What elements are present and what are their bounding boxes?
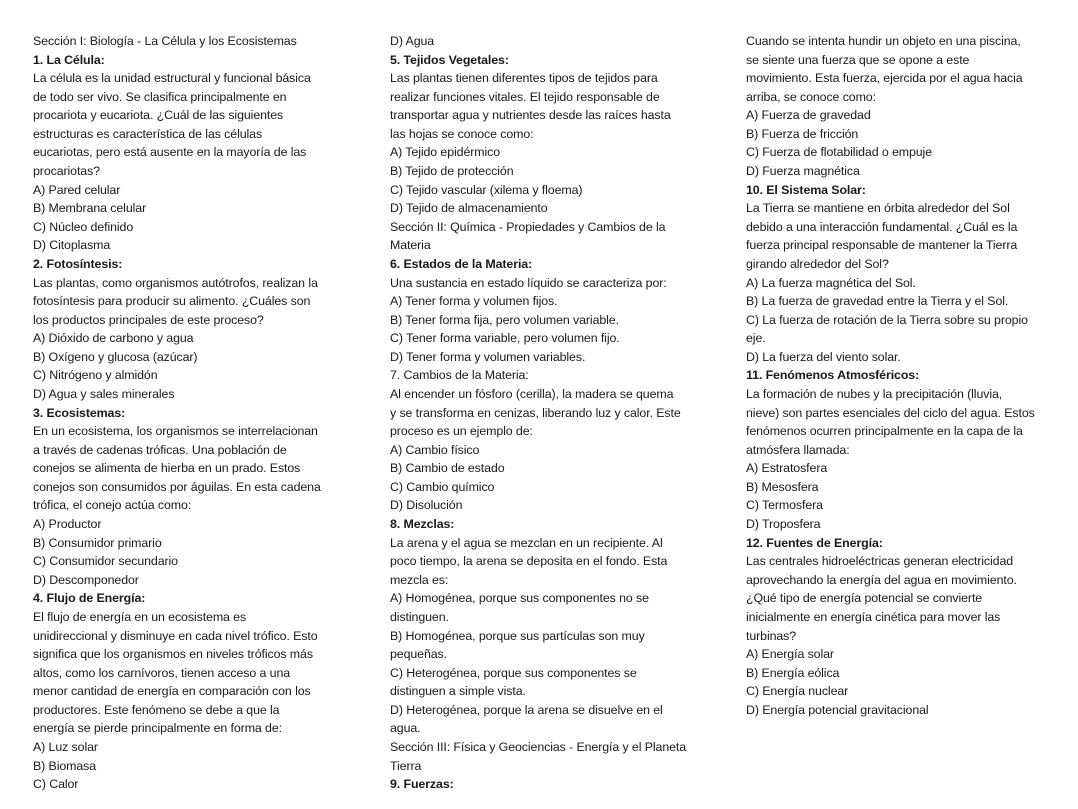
text-line: C) Nitrógeno y almidón	[33, 368, 158, 383]
text-line: A) Fuerza de gravedad	[746, 108, 871, 123]
text-line: Cuando se intenta hundir un objeto en una piscina,	[746, 34, 1021, 48]
text-line: C) La fuerza de rotación de la Tierra sobre su propio	[746, 312, 1028, 327]
text-line: D) Tejido de almacenamiento	[390, 201, 548, 216]
text-line: C) Consumidor secundario	[33, 554, 178, 569]
question-heading: 3. Ecosistemas:	[33, 405, 126, 420]
question-heading: 6. Estados de la Materia:	[390, 256, 533, 271]
text-line: A) Productor	[33, 517, 102, 532]
text-line: B) Cambio de estado	[390, 461, 505, 476]
text-line: A) Luz solar	[33, 739, 98, 754]
question-heading: 11. Fenómenos Atmosféricos:	[746, 368, 920, 383]
text-line: a través de cadenas tróficas. Una población de	[33, 442, 287, 457]
text-line: estructuras es característica de las células	[33, 126, 263, 141]
text-line: Las plantas tienen diferentes tipos de tejidos para	[390, 71, 658, 86]
text-line: La arena y el agua se mezclan en un recipiente. Al	[390, 535, 663, 550]
text-line: trófica, el conejo actúa como:	[33, 498, 192, 513]
text-line: D) Tener forma y volumen variables.	[390, 349, 586, 364]
text-line: conejos son consumidos por águilas. En esta cadena	[33, 479, 321, 494]
text-line: turbinas?	[746, 628, 797, 643]
text-line: La formación de nubes y la precipitación (lluvia,	[746, 386, 1003, 401]
question-heading: 10. El Sistema Solar:	[746, 182, 866, 197]
text-line: A) La fuerza magnética del Sol.	[746, 275, 916, 290]
text-line: fotosíntesis para producir su alimento. ¿Cuáles son	[33, 294, 311, 309]
text-line: C) Núcleo definido	[33, 219, 134, 234]
question-heading: 4. Flujo de Energía:	[33, 591, 146, 606]
text-line: B) Biomasa	[33, 758, 97, 773]
text-line: eje.	[746, 331, 766, 346]
text-line: D) Energía potencial gravitacional	[746, 702, 929, 717]
text-line: unidireccional y disminuye en cada nivel trófico. Esto	[33, 628, 318, 643]
text-line: B) Mesosfera	[746, 479, 819, 494]
text-line: D) Disolución	[390, 498, 463, 513]
text-line: Sección I: Biología - La Célula y los Ecosistemas	[33, 34, 297, 48]
text-line: D) Heterogénea, porque la arena se disuelve en el	[390, 702, 663, 717]
text-line: nieve) son partes esenciales del ciclo del agua. Estos	[746, 405, 1035, 420]
column-2	[390, 32, 686, 794]
text-line: realizar funciones vitales. El tejido responsable de	[390, 89, 660, 104]
text-line: eucariotas, pero está ausente en la mayoría de las	[33, 145, 307, 160]
text-line: las hojas se conoce como:	[390, 126, 534, 141]
question-heading: 1. La Célula:	[33, 52, 105, 67]
text-line: C) Tejido vascular (xilema y floema)	[390, 182, 583, 197]
text-line: los productos principales de este proceso?	[33, 312, 264, 327]
text-line: B) Oxígeno y glucosa (azúcar)	[33, 349, 198, 364]
text-line: proceso es un ejemplo de:	[390, 424, 533, 439]
text-line: procariotas?	[33, 164, 100, 179]
text-line: C) Heterogénea, porque sus componentes se	[390, 665, 637, 680]
text-line: altos, como los carnívoros, tienen acceso a una	[33, 665, 291, 680]
question-heading: 8. Mezclas:	[390, 517, 455, 532]
text-line: movimiento. Esta fuerza, ejercida por el agua hacia	[746, 71, 1023, 86]
text-line: pequeñas.	[390, 647, 447, 662]
text-line: B) Tener forma fija, pero volumen variable.	[390, 312, 619, 327]
text-line: Las centrales hidroeléctricas generan electricidad	[746, 554, 1014, 569]
text-line: de todo ser vivo. Se clasifica principalmente en	[33, 89, 287, 104]
text-line: A) Tener forma y volumen fijos.	[390, 294, 558, 309]
text-line: Tierra	[390, 758, 422, 773]
text-line: procariota y eucariota. ¿Cuál de las siguientes	[33, 108, 284, 123]
text-line: A) Estratosfera	[746, 461, 828, 476]
text-line: mezcla es:	[390, 572, 449, 587]
text-line: atmósfera llamada:	[746, 442, 850, 457]
text-line: debido a una interacción fundamental. ¿Cuál es la	[746, 219, 1018, 234]
text-line: B) Fuerza de fricción	[746, 126, 859, 141]
text-line: Sección II: Química - Propiedades y Cambios de la	[390, 219, 666, 234]
text-line: C) Fuerza de flotabilidad o empuje	[746, 145, 933, 160]
text-line: fuerza principal responsable de mantener la Tierra	[746, 238, 1018, 253]
text-line: A) Dióxido de carbono y agua	[33, 331, 194, 346]
column-1	[33, 32, 321, 794]
text-line: A) Homogénea, porque sus componentes no se	[390, 591, 649, 606]
text-line: La Tierra se mantiene en órbita alrededor del Sol	[746, 201, 1010, 216]
text-line: Sección III: Física y Geociencias - Energía y el Planeta	[390, 739, 687, 754]
text-line: D) Agua y sales minerales	[33, 386, 175, 401]
text-line: D) Agua	[390, 34, 435, 48]
text-line: A) Tejido epidérmico	[390, 145, 501, 160]
text-line: D) Fuerza magnética	[746, 164, 860, 179]
text-line: distinguen.	[390, 609, 449, 624]
text-line: C) Cambio químico	[390, 479, 495, 494]
text-line: El flujo de energía en un ecosistema es	[33, 609, 247, 624]
text-line: Las plantas, como organismos autótrofos, realizan la	[33, 275, 318, 290]
text-line: significa que los organismos en niveles tróficos más	[33, 647, 313, 662]
text-line: D) Troposfera	[746, 517, 821, 532]
text-line: B) Energía eólica	[746, 665, 840, 680]
text-line: B) La fuerza de gravedad entre la Tierra y el Sol.	[746, 294, 1009, 309]
text-line: C) Energía nuclear	[746, 684, 849, 699]
text-line: menor cantidad de energía en comparación con los	[33, 684, 311, 699]
text-line: C) Tener forma variable, pero volumen fijo.	[390, 331, 620, 346]
text-line: Una sustancia en estado líquido se caracteriza por:	[390, 275, 667, 290]
text-line: agua.	[390, 721, 421, 736]
column-3	[746, 32, 1035, 719]
text-line: y se transforma en cenizas, liberando luz y calor. Este	[390, 405, 681, 420]
text-line: Materia	[390, 238, 431, 253]
text-line: energía se pierde principalmente en forma de:	[33, 721, 282, 736]
question-heading: 12. Fuentes de Energía:	[746, 535, 883, 550]
text-line: distinguen a simple vista.	[390, 684, 526, 699]
text-line: A) Pared celular	[33, 182, 121, 197]
text-line: Al encender un fósforo (cerilla), la madera se quema	[390, 386, 674, 401]
text-line: A) Cambio físico	[390, 442, 480, 457]
text-line: ¿Qué tipo de energía potencial se convierte	[746, 591, 983, 606]
text-line: girando alrededor del Sol?	[746, 256, 889, 271]
question-heading: 5. Tejidos Vegetales:	[390, 52, 509, 67]
text-line: D) Citoplasma	[33, 238, 111, 253]
text-line: B) Tejido de protección	[390, 164, 514, 179]
question-heading: 9. Fuerzas:	[390, 777, 454, 792]
text-line: arriba, se conoce como:	[746, 89, 876, 104]
text-line: fenómenos ocurren principalmente en la capa de la	[746, 424, 1023, 439]
text-line: En un ecosistema, los organismos se interrelacionan	[33, 424, 318, 439]
text-line: D) La fuerza del viento solar.	[746, 349, 901, 364]
text-line: 7. Cambios de la Materia:	[390, 368, 529, 383]
text-line: C) Termosfera	[746, 498, 823, 513]
text-line: B) Homogénea, porque sus partículas son muy	[390, 628, 645, 643]
text-line: aprovechando la energía del agua en movimiento.	[746, 572, 1017, 587]
text-line: se siente una fuerza que se opone a este	[746, 52, 970, 67]
text-line: A) Energía solar	[746, 647, 834, 662]
text-line: D) Descomponedor	[33, 572, 139, 587]
text-line: conejos se alimenta de hierba en un prado. Estos	[33, 461, 301, 476]
text-line: transportar agua y nutrientes desde las raíces hasta	[390, 108, 671, 123]
text-line: inicialmente en energía cinética para mover las	[746, 609, 1001, 624]
text-line: poco tiempo, la arena se deposita en el fondo. Esta	[390, 554, 668, 569]
text-line: La célula es la unidad estructural y funcional básica	[33, 71, 311, 86]
text-line: productores. Este fenómeno se debe a que la	[33, 702, 280, 717]
text-line: B) Consumidor primario	[33, 535, 162, 550]
question-heading: 2. Fotosíntesis:	[33, 256, 123, 271]
text-line: B) Membrana celular	[33, 201, 147, 216]
text-line: C) Calor	[33, 777, 79, 792]
